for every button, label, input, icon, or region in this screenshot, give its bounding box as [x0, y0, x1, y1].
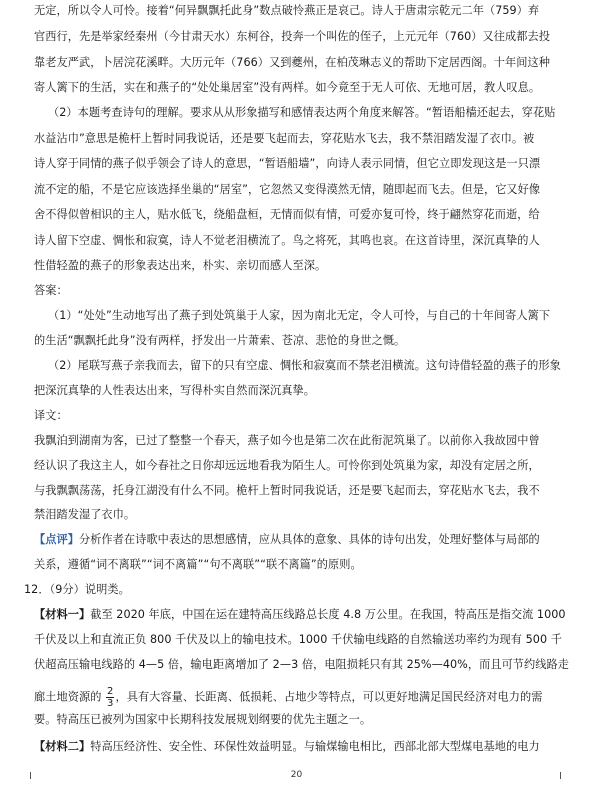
text-line: 诗人穿于同情的燕子似乎领会了诗人的意思，“暂语船墙”，向诗人表示同情，但它立即发现这是一只漂 [34, 157, 541, 170]
text-line: 截至 2020 年底，中国在运在建特高压线路总长度 4.8 万公里。在我国，特高压是指交流 1000 [90, 608, 566, 621]
answer-label: 答案： [34, 284, 68, 297]
text-line: 与我飘飘荡荡，托身江湖没有什么不同。桅杆上暂时同我说话，还是要飞起而去，穿花贴水飞去，我不 [34, 484, 540, 497]
question-header: 12．（9分）说明类。 [24, 583, 130, 596]
text-line: （2）本题考查诗句的理解。要求从从形象描写和感情表达两个角度来解答。“暂语船樯还起去，穿花贴 [48, 106, 556, 119]
text-line: 流不定的船，不是它应该选择坐巢的“居室”，它忽然又变得漠然无情，随即起而飞去。但是，它又好像 [34, 183, 541, 196]
fraction-numerator: 2 [107, 686, 114, 697]
text-line: 寄人篱下的生活，实在和燕子的“处处巢居室”没有两样。如今竟至于无人可依、无地可居，教人叹息。 [34, 81, 541, 94]
translation-label: 译文： [34, 409, 68, 422]
fraction-denominator: 3 [107, 698, 114, 709]
text-line: 诗人留下空虚、惆怅和寂寞，诗人不觉老泪横流了。鸟之将死，其鸣也哀。在这首诗里，深沉真挚的人 [34, 234, 540, 247]
text-line: 特高压经济性、安全性、环保性效益明显。与输煤输电相比，西部北部大型煤电基地的电力 [90, 740, 540, 753]
text-line: 经认识了我这主人，如今春社之日你却远远地看我为陌生人。可怜你到处筑巢为家，却没有定居之所， [34, 459, 540, 472]
text-segment: ，具有大容量、长距离、低损耗、占地少等特点，可以更好地满足国民经济对电力的需 [115, 690, 543, 704]
text-line: 我飘泊到湖南为客，已过了整整一个春天，燕子如今也是第二次在此衔泥筑巢了。以前你入我故园中曾 [34, 434, 540, 447]
text-line: 要。特高压已被列为国家中长期科技发展规划纲要的优先主题之一。 [34, 713, 372, 726]
corner-mark-left [30, 772, 31, 779]
page-number: 20 [290, 770, 303, 780]
material2-label: 【材料二】 [34, 740, 91, 753]
text-line: 无定，所以令人可怜。接着“何异飘飘托此身”数点破怜燕正是哀己。诗人于唐肃宗乾元二年（759）弃 [34, 4, 540, 17]
text-line: （2）尾联写燕子亲我而去，留下的只有空虚、惆怅和寂寞而不禁老泪横流。这句诗借轻盈的燕子的形象 [48, 359, 561, 372]
text-line: 千伏及以上和直流正负 800 千伏及以上的输电技术。1000 千伏输电线路的自然输送功率约为现有 500 千 [34, 633, 562, 646]
text-line: 舍不得似曾相识的主人，贴水低飞，绕船盘桓，无情而似有情，可爱亦复可怜，终于翩然穿花而逝，给 [34, 208, 540, 221]
text-line: 把深沉真挚的人性表达出来，写得朴实自然而深沉真挚。 [34, 384, 315, 397]
text-segment: 廊土地资源的 [34, 690, 102, 704]
text-line: 关系，遵循“词不离联”“词不离篇”“句不离联”“联不离篇”的原则。 [34, 558, 362, 571]
text-line: 性借轻盈的燕子的形象表达出来，朴实、亲切而感人至深。 [34, 259, 327, 272]
text-line: 的生活“飘飘托此身”没有两样，抒发出一片萧索、苍凉、悲怆的身世之慨。 [34, 334, 406, 347]
fraction [106, 686, 114, 709]
text-line: 禁泪踏发湿了衣巾。 [34, 508, 136, 521]
text-line: 官西行，先是举家经秦州（今甘肃天水）东柯谷，投奔一个叫佐的侄子，上元元年（760）又往成都去投 [34, 30, 550, 43]
text-line: 分析作者在诗歌中表达的思想感情，应从具体的意象、具体的诗句出发，处理好整体与局部的 [78, 533, 540, 546]
text-line-with-fraction [34, 686, 543, 709]
material-line [34, 740, 540, 754]
corner-mark-right [560, 772, 561, 779]
material1-label: 【材料一】 [34, 608, 91, 621]
comment-label: 【点评】 [34, 533, 79, 546]
text-line: 伏超高压输电线路的 4—5 倍，输电距离增加了 2—3 倍，电阻损耗只有其 25%—40%，而且可节约线路走 [34, 658, 569, 671]
text-line: 靠老友严武，卜居浣花溪畔。大历元年（766）又到夔州，在柏茂琳志义的帮助下定居西阁。十年间这种 [34, 56, 550, 69]
text-line: 水益沾巾”意思是桅杆上暂时同我说话，还是要飞起而去，穿花贴水飞去，我不禁泪踏发湿了衣巾。被 [34, 132, 535, 145]
text-line: （1）“处处”生动地写出了燕子到处筑巢于人家，因为南北无定，令人可怜，与自己的十年间寄人篱下 [48, 309, 551, 322]
material-line [34, 608, 566, 622]
comment-line [34, 533, 540, 547]
